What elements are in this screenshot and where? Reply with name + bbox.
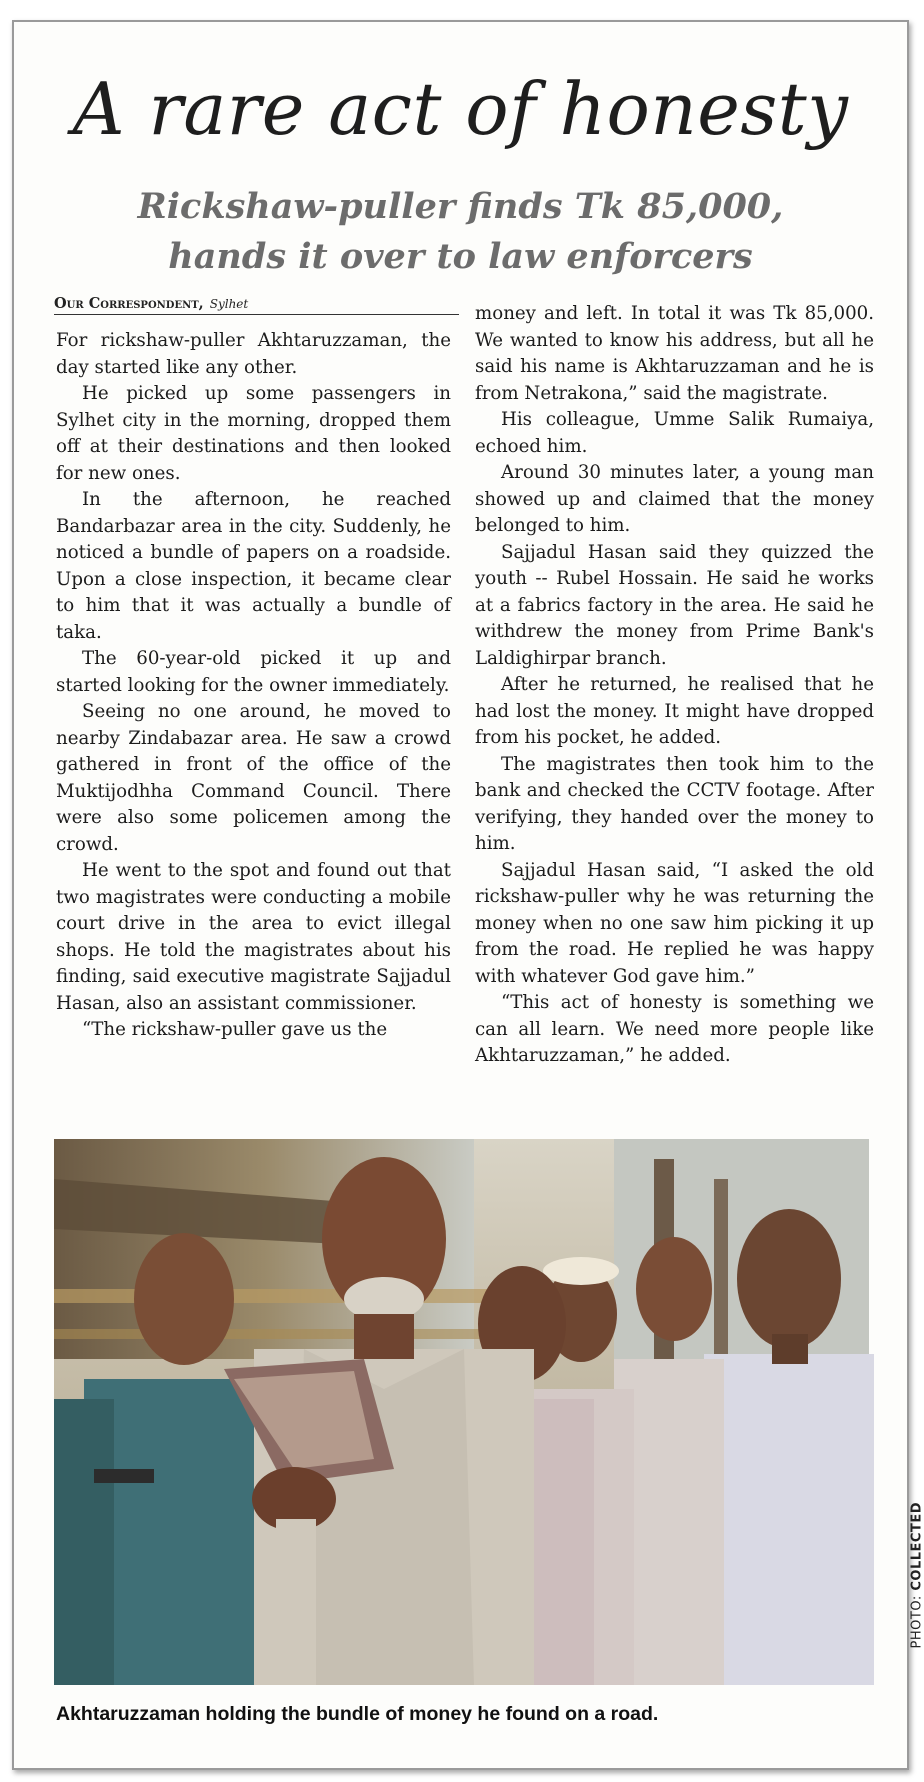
article-column-2 [475,301,874,1070]
subheadline-line-2: hands it over to law enforcers [168,236,753,277]
subheadline-line-1: Rickshaw-puller finds Tk 85,000, [137,186,784,227]
paragraph: The magistrates then took him to the bank and checked the CCTV footage. After verifying, they handed over the money to him. [475,753,874,854]
paragraph: The 60-year-old picked it up and started looking for the owner immediately. [56,648,451,696]
subheadline [14,182,907,282]
paragraph: He picked up some passengers in Sylhet city in the morning, dropped them off at their destinations and then looked for new ones. [56,383,451,484]
news-clipping [12,20,924,1770]
photo-credit-prefix: PHOTO: [909,1590,924,1649]
news-photo [54,1139,869,1685]
byline [54,295,459,315]
paragraph: Sajjadul Hasan said, “I asked the old rickshaw-puller why he was returning the money when no one saw him picking it up from the road. He replied he was happy with whatever God gave him.” [475,859,874,987]
photo-credit-source: COLLECTED [909,1502,924,1591]
paragraph: In the afternoon, he reached Bandarbazar area in the city. Suddenly, he noticed a bundle of papers on a roadside. Upon a close inspection, it became clear to him that it was actually a bundle of taka. [56,489,451,643]
photo-illustration [54,1139,869,1685]
byline-author: Our Correspondent, [54,295,204,312]
byline-location: Sylhet [209,297,249,311]
paragraph: Around 30 minutes later, a young man showed up and claimed that the money belonged to him. [475,462,874,536]
paragraph: money and left. In total it was Tk 85,000. We wanted to know his address, but all he said his name is Akhtaruzzaman and he is from Netrakona,” said the magistrate. [475,303,874,404]
article-column-1 [56,328,451,1044]
paragraph: Seeing no one around, he moved to nearby Zindabazar area. He saw a crowd gathered in front of the office of the Muktijodhha Command Council. There were also some policemen among the crowd. [56,701,451,855]
paragraph: “This act of honesty is something we can all learn. We need more people like Akhtaruzzaman,” he added. [475,992,874,1066]
paragraph: After he returned, he realised that he had lost the money. It might have dropped from his pocket, he added. [475,674,874,748]
paragraph: He went to the spot and found out that two magistrates were conducting a mobile court drive in the area to evict illegal shops. He told the magistrates about his finding, said executive magistrate Sajjadul Hasan, also an assistant commissioner. [56,860,451,1014]
photo-credit [909,1502,924,1648]
headline: A rare act of honesty [72,67,849,151]
paragraph: His colleague, Umme Salik Rumaiya, echoed him. [475,409,874,457]
paragraph: For rickshaw-puller Akhtaruzzaman, the day started like any other. [56,330,451,378]
paragraph: Sajjadul Hasan said they quizzed the youth -- Rubel Hossain. He said he works at a fabrics factory in the area. He said he withdrew the money from Prime Bank's Laldighirpar branch. [475,541,874,669]
photo-caption: Akhtaruzzaman holding the bundle of money he found on a road. [56,1703,659,1725]
paragraph: “The rickshaw-puller gave us the [82,1019,388,1040]
